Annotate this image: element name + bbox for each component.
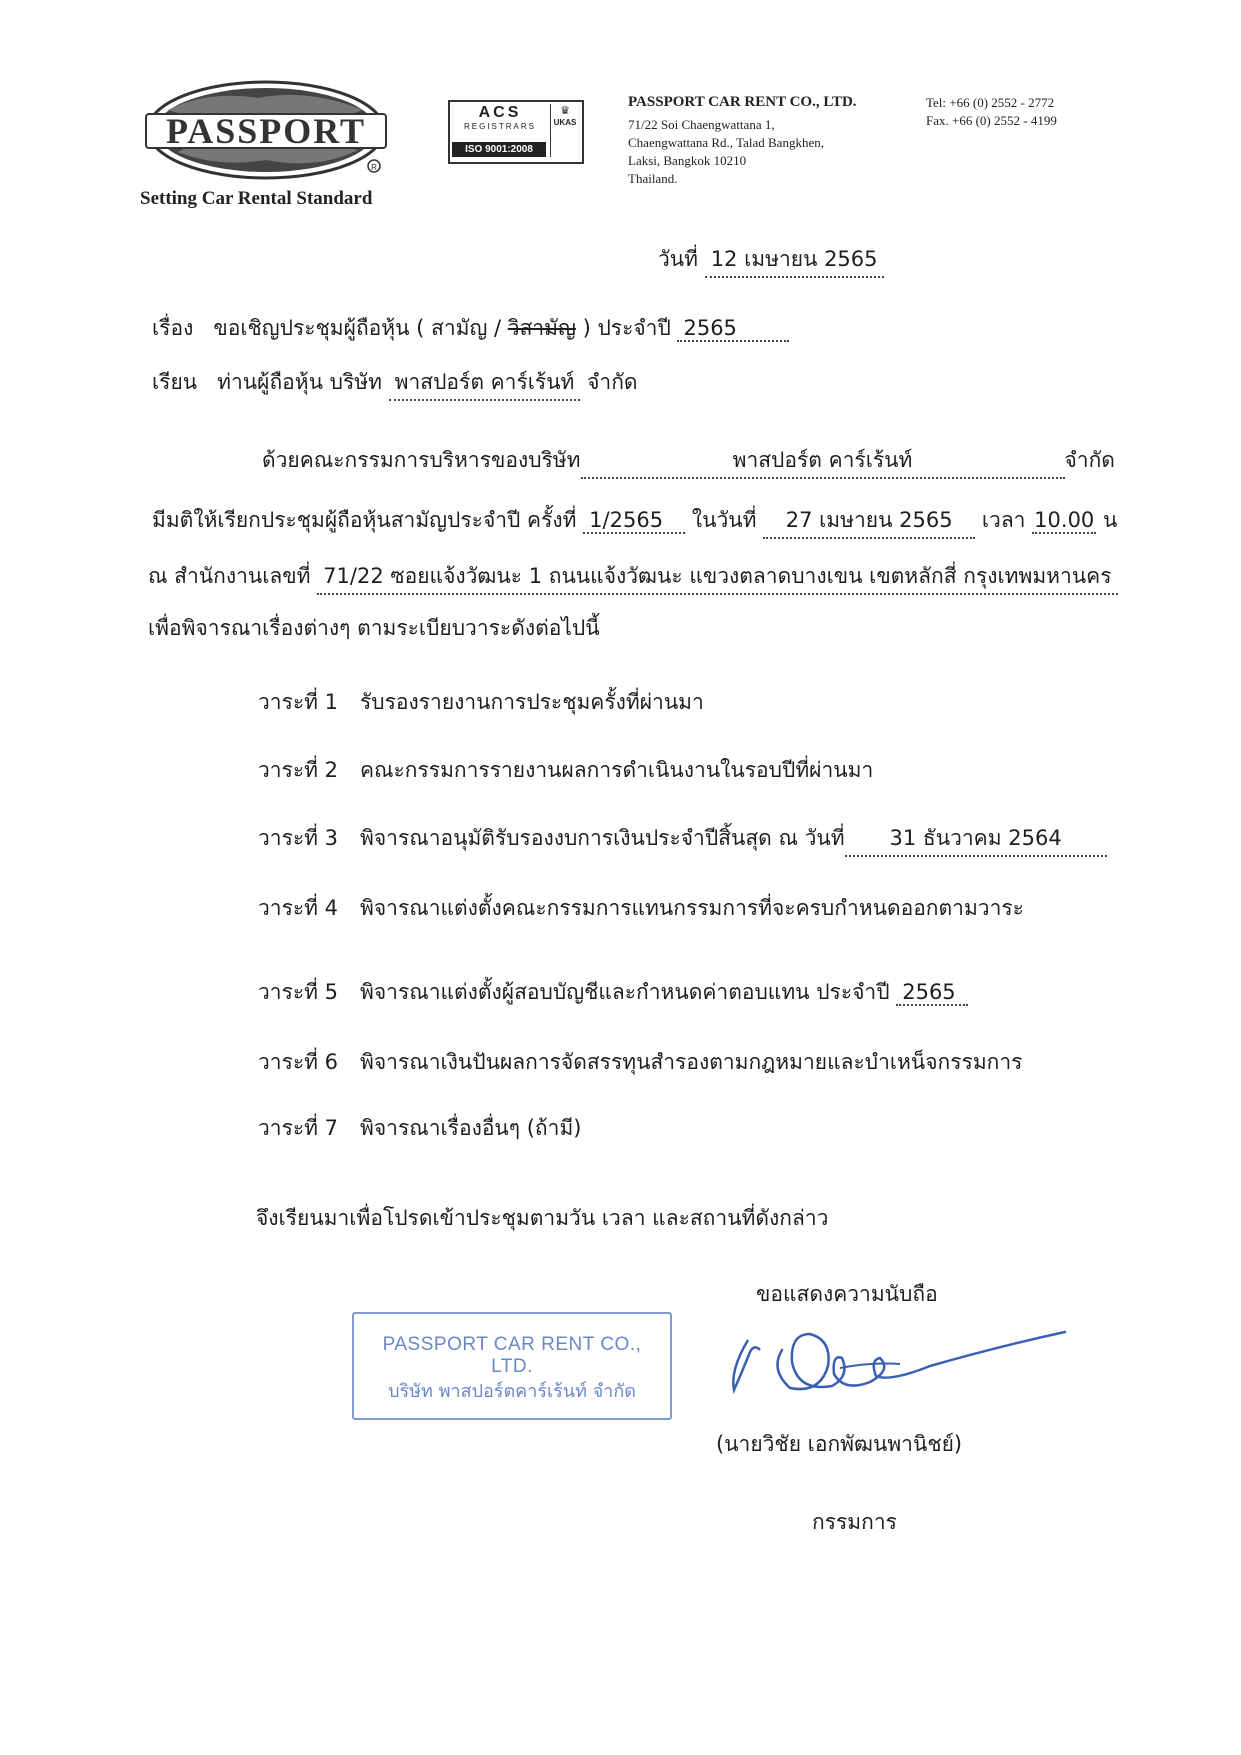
iso-label: ISO 9001:2008	[452, 142, 546, 157]
company-address: 71/22 Soi Chaengwattana 1, Chaengwattana Rd., Talad Bangkhen, Laksi, Bangkok 10210 Thailand.	[628, 117, 824, 186]
agenda-item: วาระที่ 4 พิจารณาแต่งตั้งคณะกรรมการแทนกรรมการที่จะครบกำหนดออกตามวาระ	[258, 896, 1024, 920]
acs-label: ACS	[478, 104, 522, 121]
agenda-item: วาระที่ 1 รับรองรายงานการประชุมครั้งที่ผ่านมา	[258, 690, 704, 714]
meeting-address: 71/22 ซอยแจ้งวัฒนะ 1 ถนนแจ้งวัฒนะ แขวงตลาดบางเขน เขตหลักสี่ กรุงเทพมหานคร	[317, 560, 1117, 595]
agenda-item: วาระที่ 2 คณะกรรมการรายงานผลการดำเนินงานในรอบปีที่ผ่านมา	[258, 758, 874, 782]
paragraph-board: ด้วยคณะกรรมการบริหารของบริษัท พาสปอร์ต คาร์เร้นท์ จำกัด	[262, 444, 1122, 479]
company-name: PASSPORT CAR RENT CO., LTD.	[628, 94, 857, 110]
stamp-thai: บริษัท พาสปอร์ตคาร์เร้นท์ จำกัด	[388, 1381, 636, 1402]
closing-sentence: จึงเรียนมาเพื่อโปรดเข้าประชุมตามวัน เวลา และสถานที่ดังกล่าว	[256, 1206, 829, 1230]
meeting-number: 1/2565	[583, 508, 685, 534]
company-tel: Tel: +66 (0) 2552 - 2772	[926, 95, 1055, 110]
agenda-item: วาระที่ 6 พิจารณาเงินปันผลการจัดสรรทุนสำรองตามกฎหมายและบำเหน็จกรรมการ	[258, 1050, 1023, 1074]
stamp-english: PASSPORT CAR RENT CO., LTD.	[382, 1334, 642, 1377]
subject-year: 2565	[677, 316, 789, 342]
board-company: พาสปอร์ต คาร์เร้นท์	[581, 444, 1065, 479]
company-tagline: Setting Car Rental Standard	[140, 188, 373, 209]
paragraph-meeting: มีมติให้เรียกประชุมผู้ถือหุ้นสามัญประจำปี ครั้งที่ 1/2565 ในวันที่ 27 เมษายน 2565 เวลา 10.00 น	[152, 504, 1122, 539]
paragraph-location: ณ สำนักงานเลขที่ 71/22 ซอยแจ้งวัฒนะ 1 ถนนแจ้งวัฒนะ แขวงตลาดบางเขน เขตหลักสี่ กรุงเทพมหานคร	[148, 560, 1128, 595]
agenda-fill: 31 ธันวาคม 2564	[845, 822, 1107, 857]
signer-name: (นายวิชัย เอกพัฒนพานิชย์)	[716, 1432, 963, 1456]
letter-recipient: เรียน ท่านผู้ถือหุ้น บริษัท พาสปอร์ต คาร์เร้นท์ จำกัด	[152, 366, 638, 401]
company-contact	[926, 94, 1057, 130]
agenda-fill: 2565	[896, 980, 968, 1006]
registrars-label: REGISTRARS	[463, 122, 536, 131]
date-value: 12 เมษายน 2565	[705, 243, 884, 278]
meeting-time: 10.00	[1034, 508, 1095, 532]
agenda-item: วาระที่ 7 พิจารณาเรื่องอื่นๆ (ถ้ามี)	[258, 1116, 582, 1140]
letter-date: วันที่ 12 เมษายน 2565	[658, 243, 884, 278]
struck-option: วิสามัญ	[507, 316, 576, 340]
svg-text:PASSPORT: PASSPORT	[165, 111, 367, 151]
iso-certification-badge	[448, 100, 584, 164]
paragraph-agenda-intro: เพื่อพิจารณาเรื่องต่างๆ ตามระเบียบวาระดังต่อไปนี้	[148, 616, 600, 640]
signature	[720, 1310, 1070, 1410]
agenda-item: วาระที่ 3 พิจารณาอนุมัติรับรองงบการเงินประจำปีสิ้นสุด ณ วันที่ 31 ธันวาคม 2564	[258, 822, 1107, 857]
meeting-date: 27 เมษายน 2565	[763, 504, 975, 539]
signer-position: กรรมการ	[812, 1510, 897, 1534]
company-stamp	[352, 1312, 672, 1420]
svg-text:R: R	[371, 163, 377, 172]
agenda-item: วาระที่ 5 พิจารณาแต่งตั้งผู้สอบบัญชีและกำหนดค่าตอบแทน ประจำปี 2565	[258, 976, 968, 1009]
regards: ขอแสดงความนับถือ	[756, 1282, 938, 1306]
recipient-company: พาสปอร์ต คาร์เร้นท์	[389, 366, 581, 401]
letter-subject: เรื่อง ขอเชิญประชุมผู้ถือหุ้น ( สามัญ / วิสามัญ ) ประจำปี 2565	[152, 312, 789, 345]
ukas-mark: ♛ UKAS	[550, 104, 579, 157]
company-fax: Fax. +66 (0) 2552 - 4199	[926, 113, 1057, 128]
